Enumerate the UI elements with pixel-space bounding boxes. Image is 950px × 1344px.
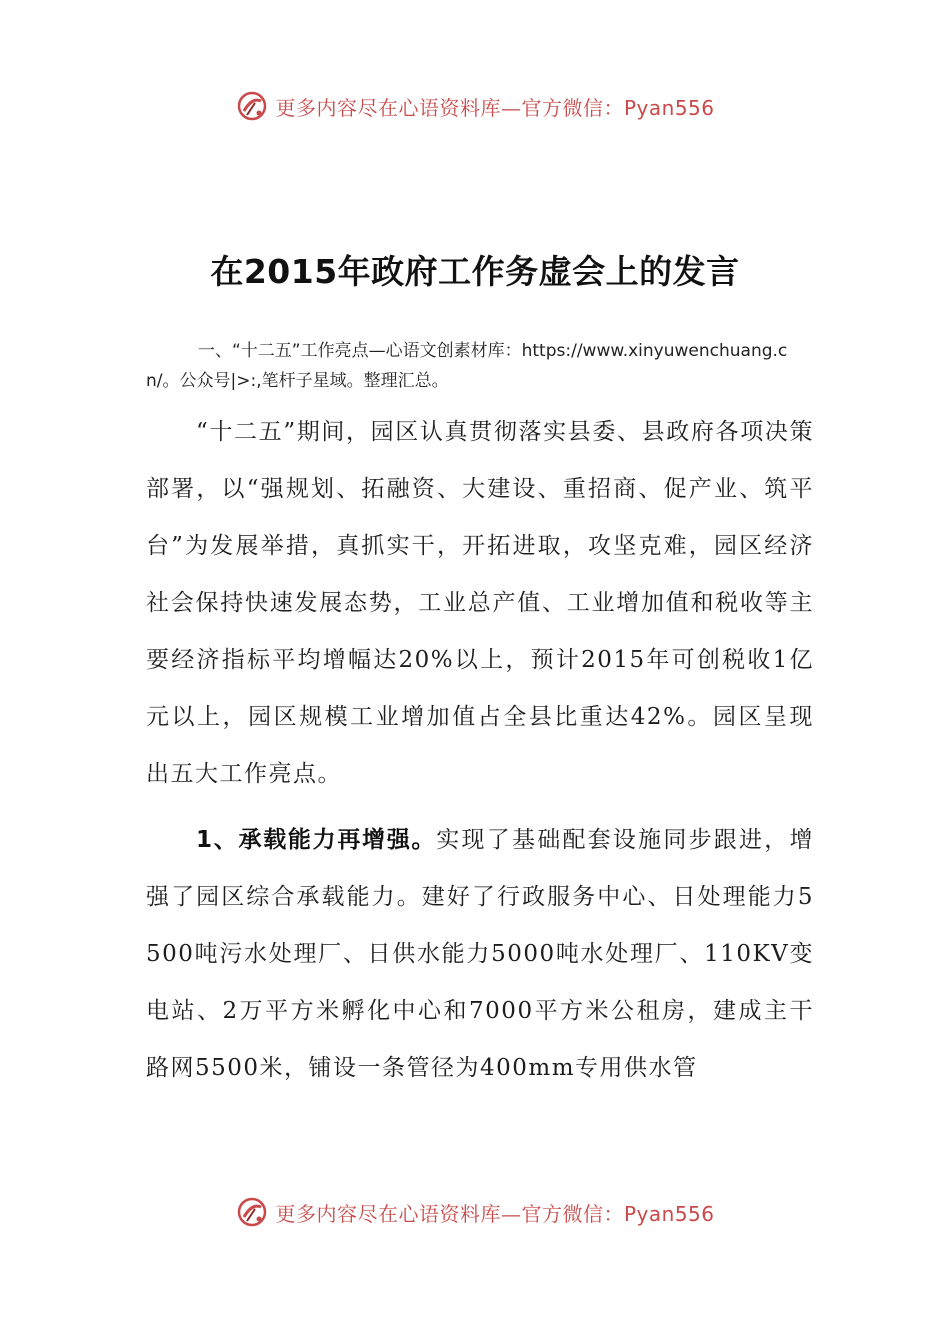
banner-text: 更多内容尽在心语资料库—官方微信：Pyan556 [275,1201,715,1226]
paragraph-1 [146,404,814,803]
paragraph-2-text: 实现了基础配套设施同步跟进，增强了园区综合承载能力。建好了行政服务中心、日处理能力5500吨污水处理厂、日供水能力5000吨水处理厂、110KV变电站、2万平方米孵化中心和7000平方米公租房，建成主干路网5500米，铺设一条管径为400mm专用供水管 [146,827,814,1081]
source-note: 一、“十二五”工作亮点—心语文创素材库：https://www.xinyuwenchuang.cn/。公众号|>:,笔杆子星域。整理汇总。 [146,341,788,391]
banner-text: 更多内容尽在心语资料库—官方微信：Pyan556 [275,95,715,120]
header-banner [0,86,950,126]
wechat-id: Pyan556 [623,1201,715,1226]
logo-icon [235,1195,269,1229]
logo-icon [235,89,269,123]
paragraph-2 [146,812,814,1097]
document-title: 在2015年政府工作务虚会上的发言 [210,252,740,291]
wechat-id: Pyan556 [623,95,715,120]
paragraph-2-heading: 1、承载能力再增强。 [196,827,437,853]
paragraph-1-text: “十二五”期间，园区认真贯彻落实县委、县政府各项决策部署，以“强规划、拓融资、大建设、重招商、促产业、筑平台”为发展举措，真抓实干，开拓进取，攻坚克难，园区经济社会保持快速发展态势，工业总产值、工业增加值和税收等主要经济指标平均增幅达20%以上，预计2015年可创税收1亿元以上，园区规模工业增加值占全县比重达42%。园区呈现出五大工作亮点。 [146,419,814,787]
footer-banner [0,1192,950,1232]
